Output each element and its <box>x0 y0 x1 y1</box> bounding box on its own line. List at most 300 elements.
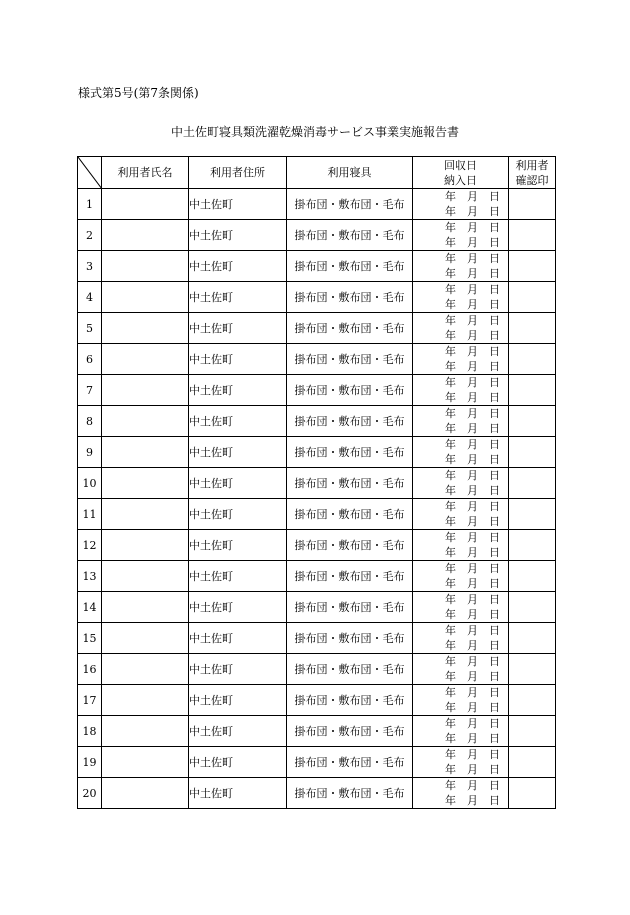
delivery-date-line <box>413 359 508 374</box>
dates-cell <box>413 530 509 561</box>
user-address-cell: 中土佐町 <box>189 592 287 623</box>
confirmation-seal-cell[interactable] <box>509 189 556 220</box>
user-name-cell[interactable] <box>102 468 189 499</box>
month-label: 月 <box>467 639 478 652</box>
day-label: 日 <box>489 732 500 745</box>
day-label: 日 <box>489 298 500 311</box>
user-address-cell: 中土佐町 <box>189 282 287 313</box>
year-label: 年 <box>445 267 456 280</box>
bedding-cell: 掛布団・敷布団・毛布 <box>287 499 413 530</box>
header-collection-date: 回収日 <box>444 158 477 172</box>
dates-cell <box>413 778 509 809</box>
month-label: 月 <box>467 376 478 389</box>
header-user-name: 利用者氏名 <box>102 157 189 189</box>
year-label: 年 <box>445 407 456 420</box>
day-label: 日 <box>489 438 500 451</box>
user-address-cell: 中土佐町 <box>189 747 287 778</box>
day-label: 日 <box>489 484 500 497</box>
header-confirm-line1: 利用者 <box>515 158 549 172</box>
year-label: 年 <box>445 329 456 342</box>
month-label: 月 <box>467 608 478 621</box>
year-label: 年 <box>445 484 456 497</box>
dates-cell <box>413 437 509 468</box>
dates-cell <box>413 654 509 685</box>
day-label: 日 <box>489 376 500 389</box>
confirmation-seal-cell[interactable] <box>509 468 556 499</box>
year-label: 年 <box>445 531 456 544</box>
day-label: 日 <box>489 391 500 404</box>
user-address-cell: 中土佐町 <box>189 561 287 592</box>
collection-date-line <box>413 747 508 762</box>
collection-date-line <box>413 778 508 793</box>
month-label: 月 <box>467 531 478 544</box>
month-label: 月 <box>467 236 478 249</box>
user-name-cell[interactable] <box>102 375 189 406</box>
table-row <box>78 778 556 809</box>
header-user-address: 利用者住所 <box>189 157 287 189</box>
table-row <box>78 530 556 561</box>
year-label: 年 <box>445 546 456 559</box>
bedding-cell: 掛布団・敷布団・毛布 <box>287 561 413 592</box>
table-row <box>78 437 556 468</box>
month-label: 月 <box>467 763 478 776</box>
dates-cell <box>413 716 509 747</box>
month-label: 月 <box>467 670 478 683</box>
month-label: 月 <box>467 422 478 435</box>
confirmation-seal-cell[interactable] <box>509 499 556 530</box>
bedding-cell: 掛布団・敷布団・毛布 <box>287 437 413 468</box>
confirmation-seal-cell[interactable] <box>509 716 556 747</box>
collection-date-line <box>413 499 508 514</box>
row-number: 12 <box>78 530 102 561</box>
year-label: 年 <box>445 763 456 776</box>
confirmation-seal-cell[interactable] <box>509 623 556 654</box>
year-label: 年 <box>445 670 456 683</box>
row-number: 9 <box>78 437 102 468</box>
collection-date-line <box>413 406 508 421</box>
confirmation-seal-cell[interactable] <box>509 375 556 406</box>
row-number: 8 <box>78 406 102 437</box>
day-label: 日 <box>489 221 500 234</box>
delivery-date-line <box>413 297 508 312</box>
bedding-cell: 掛布団・敷布団・毛布 <box>287 344 413 375</box>
day-label: 日 <box>489 655 500 668</box>
month-label: 月 <box>467 407 478 420</box>
delivery-date-line <box>413 452 508 467</box>
confirmation-seal-cell[interactable] <box>509 592 556 623</box>
collection-date-line <box>413 313 508 328</box>
user-name-cell[interactable] <box>102 778 189 809</box>
year-label: 年 <box>445 748 456 761</box>
dates-cell <box>413 251 509 282</box>
user-name-cell[interactable] <box>102 716 189 747</box>
year-label: 年 <box>445 717 456 730</box>
year-label: 年 <box>445 500 456 513</box>
confirmation-seal-cell[interactable] <box>509 685 556 716</box>
collection-date-line <box>413 251 508 266</box>
delivery-date-line <box>413 669 508 684</box>
user-name-cell[interactable] <box>102 499 189 530</box>
confirmation-seal-cell[interactable] <box>509 344 556 375</box>
month-label: 月 <box>467 546 478 559</box>
month-label: 月 <box>467 732 478 745</box>
user-address-cell: 中土佐町 <box>189 716 287 747</box>
table-row <box>78 406 556 437</box>
day-label: 日 <box>489 500 500 513</box>
delivery-date-line <box>413 266 508 281</box>
user-address-cell: 中土佐町 <box>189 313 287 344</box>
report-table <box>77 156 556 809</box>
day-label: 日 <box>489 252 500 265</box>
delivery-date-line <box>413 421 508 436</box>
day-label: 日 <box>489 236 500 249</box>
user-name-cell[interactable] <box>102 406 189 437</box>
month-label: 月 <box>467 221 478 234</box>
dates-cell <box>413 313 509 344</box>
bedding-cell: 掛布団・敷布団・毛布 <box>287 406 413 437</box>
user-address-cell: 中土佐町 <box>189 406 287 437</box>
table-row <box>78 654 556 685</box>
collection-date-line <box>413 716 508 731</box>
user-address-cell: 中土佐町 <box>189 375 287 406</box>
year-label: 年 <box>445 360 456 373</box>
year-label: 年 <box>445 422 456 435</box>
user-name-cell[interactable] <box>102 530 189 561</box>
row-number: 5 <box>78 313 102 344</box>
delivery-date-line <box>413 390 508 405</box>
year-label: 年 <box>445 608 456 621</box>
month-label: 月 <box>467 655 478 668</box>
table-row <box>78 716 556 747</box>
confirmation-seal-cell[interactable] <box>509 406 556 437</box>
year-label: 年 <box>445 794 456 807</box>
bedding-cell: 掛布団・敷布団・毛布 <box>287 468 413 499</box>
day-label: 日 <box>489 779 500 792</box>
user-name-cell[interactable] <box>102 189 189 220</box>
year-label: 年 <box>445 314 456 327</box>
confirmation-seal-cell[interactable] <box>509 282 556 313</box>
month-label: 月 <box>467 345 478 358</box>
day-label: 日 <box>489 562 500 575</box>
month-label: 月 <box>467 577 478 590</box>
month-label: 月 <box>467 515 478 528</box>
year-label: 年 <box>445 298 456 311</box>
table-row <box>78 623 556 654</box>
dates-cell <box>413 282 509 313</box>
row-number: 14 <box>78 592 102 623</box>
bedding-cell: 掛布団・敷布団・毛布 <box>287 592 413 623</box>
collection-date-line <box>413 220 508 235</box>
month-label: 月 <box>467 205 478 218</box>
row-number: 16 <box>78 654 102 685</box>
day-label: 日 <box>489 701 500 714</box>
collection-date-line <box>413 375 508 390</box>
row-number: 4 <box>78 282 102 313</box>
user-name-cell[interactable] <box>102 685 189 716</box>
collection-date-line <box>413 685 508 700</box>
day-label: 日 <box>489 314 500 327</box>
delivery-date-line <box>413 793 508 808</box>
confirmation-seal-cell[interactable] <box>509 778 556 809</box>
month-label: 月 <box>467 701 478 714</box>
year-label: 年 <box>445 236 456 249</box>
collection-date-line <box>413 561 508 576</box>
user-address-cell: 中土佐町 <box>189 251 287 282</box>
delivery-date-line <box>413 762 508 777</box>
dates-cell <box>413 189 509 220</box>
delivery-date-line <box>413 731 508 746</box>
year-label: 年 <box>445 391 456 404</box>
bedding-cell: 掛布団・敷布団・毛布 <box>287 251 413 282</box>
month-label: 月 <box>467 484 478 497</box>
confirmation-seal-cell[interactable] <box>509 747 556 778</box>
bedding-cell: 掛布団・敷布団・毛布 <box>287 375 413 406</box>
user-name-cell[interactable] <box>102 251 189 282</box>
table-row <box>78 499 556 530</box>
header-dates <box>413 157 509 189</box>
table-row <box>78 685 556 716</box>
dates-cell <box>413 561 509 592</box>
header-row <box>78 157 556 189</box>
user-address-cell: 中土佐町 <box>189 623 287 654</box>
dates-cell <box>413 592 509 623</box>
year-label: 年 <box>445 639 456 652</box>
user-name-cell[interactable] <box>102 282 189 313</box>
month-label: 月 <box>467 360 478 373</box>
day-label: 日 <box>489 205 500 218</box>
header-delivery-date: 納入日 <box>444 173 477 187</box>
user-name-cell[interactable] <box>102 592 189 623</box>
delivery-date-line <box>413 483 508 498</box>
delivery-date-line <box>413 235 508 250</box>
month-label: 月 <box>467 329 478 342</box>
form-number-label: 様式第5号(第7条関係) <box>78 86 199 100</box>
month-label: 月 <box>467 469 478 482</box>
year-label: 年 <box>445 469 456 482</box>
year-label: 年 <box>445 438 456 451</box>
month-label: 月 <box>467 717 478 730</box>
month-label: 月 <box>467 779 478 792</box>
day-label: 日 <box>489 593 500 606</box>
day-label: 日 <box>489 531 500 544</box>
row-number: 13 <box>78 561 102 592</box>
row-number: 3 <box>78 251 102 282</box>
month-label: 月 <box>467 794 478 807</box>
year-label: 年 <box>445 376 456 389</box>
confirmation-seal-cell[interactable] <box>509 313 556 344</box>
diagonal-line <box>78 157 102 189</box>
month-label: 月 <box>467 562 478 575</box>
delivery-date-line <box>413 576 508 591</box>
table-row <box>78 313 556 344</box>
bedding-cell: 掛布団・敷布団・毛布 <box>287 654 413 685</box>
year-label: 年 <box>445 562 456 575</box>
bedding-cell: 掛布団・敷布団・毛布 <box>287 530 413 561</box>
year-label: 年 <box>445 515 456 528</box>
dates-cell <box>413 344 509 375</box>
user-address-cell: 中土佐町 <box>189 778 287 809</box>
bedding-cell: 掛布団・敷布団・毛布 <box>287 282 413 313</box>
collection-date-line <box>413 189 508 204</box>
month-label: 月 <box>467 624 478 637</box>
user-name-cell[interactable] <box>102 623 189 654</box>
delivery-date-line <box>413 204 508 219</box>
diagonal-header-cell <box>78 157 102 189</box>
day-label: 日 <box>489 422 500 435</box>
collection-date-line <box>413 654 508 669</box>
year-label: 年 <box>445 732 456 745</box>
year-label: 年 <box>445 701 456 714</box>
user-name-cell[interactable] <box>102 654 189 685</box>
year-label: 年 <box>445 221 456 234</box>
row-number: 11 <box>78 499 102 530</box>
user-address-cell: 中土佐町 <box>189 654 287 685</box>
day-label: 日 <box>489 190 500 203</box>
dates-cell <box>413 406 509 437</box>
table-row <box>78 561 556 592</box>
month-label: 月 <box>467 267 478 280</box>
bedding-cell: 掛布団・敷布団・毛布 <box>287 778 413 809</box>
year-label: 年 <box>445 577 456 590</box>
day-label: 日 <box>489 283 500 296</box>
day-label: 日 <box>489 670 500 683</box>
header-bedding: 利用寝具 <box>287 157 413 189</box>
delivery-date-line <box>413 700 508 715</box>
day-label: 日 <box>489 267 500 280</box>
user-name-cell[interactable] <box>102 220 189 251</box>
user-name-cell[interactable] <box>102 437 189 468</box>
dates-cell <box>413 220 509 251</box>
dates-cell <box>413 685 509 716</box>
bedding-cell: 掛布団・敷布団・毛布 <box>287 623 413 654</box>
user-address-cell: 中土佐町 <box>189 499 287 530</box>
year-label: 年 <box>445 205 456 218</box>
dates-cell <box>413 375 509 406</box>
day-label: 日 <box>489 469 500 482</box>
month-label: 月 <box>467 686 478 699</box>
collection-date-line <box>413 468 508 483</box>
day-label: 日 <box>489 794 500 807</box>
delivery-date-line <box>413 514 508 529</box>
month-label: 月 <box>467 453 478 466</box>
user-name-cell[interactable] <box>102 747 189 778</box>
table-row <box>78 220 556 251</box>
row-number: 7 <box>78 375 102 406</box>
day-label: 日 <box>489 763 500 776</box>
day-label: 日 <box>489 329 500 342</box>
bedding-cell: 掛布団・敷布団・毛布 <box>287 313 413 344</box>
day-label: 日 <box>489 748 500 761</box>
table-row <box>78 344 556 375</box>
day-label: 日 <box>489 717 500 730</box>
bedding-cell: 掛布団・敷布団・毛布 <box>287 747 413 778</box>
user-address-cell: 中土佐町 <box>189 468 287 499</box>
row-number: 1 <box>78 189 102 220</box>
month-label: 月 <box>467 314 478 327</box>
table-row <box>78 189 556 220</box>
delivery-date-line <box>413 545 508 560</box>
day-label: 日 <box>489 515 500 528</box>
year-label: 年 <box>445 453 456 466</box>
user-name-cell[interactable] <box>102 344 189 375</box>
day-label: 日 <box>489 345 500 358</box>
bedding-cell: 掛布団・敷布団・毛布 <box>287 685 413 716</box>
dates-cell <box>413 747 509 778</box>
confirmation-seal-cell[interactable] <box>509 437 556 468</box>
row-number: 6 <box>78 344 102 375</box>
bedding-cell: 掛布団・敷布団・毛布 <box>287 220 413 251</box>
dates-cell <box>413 499 509 530</box>
delivery-date-line <box>413 607 508 622</box>
header-confirmation <box>509 157 556 189</box>
month-label: 月 <box>467 252 478 265</box>
year-label: 年 <box>445 252 456 265</box>
bedding-cell: 掛布団・敷布団・毛布 <box>287 189 413 220</box>
confirmation-seal-cell[interactable] <box>509 654 556 685</box>
user-address-cell: 中土佐町 <box>189 437 287 468</box>
confirmation-seal-cell[interactable] <box>509 220 556 251</box>
month-label: 月 <box>467 500 478 513</box>
collection-date-line <box>413 344 508 359</box>
table-row <box>78 468 556 499</box>
month-label: 月 <box>467 748 478 761</box>
year-label: 年 <box>445 624 456 637</box>
collection-date-line <box>413 592 508 607</box>
delivery-date-line <box>413 638 508 653</box>
month-label: 月 <box>467 391 478 404</box>
user-address-cell: 中土佐町 <box>189 220 287 251</box>
year-label: 年 <box>445 345 456 358</box>
user-name-cell[interactable] <box>102 313 189 344</box>
row-number: 19 <box>78 747 102 778</box>
month-label: 月 <box>467 593 478 606</box>
day-label: 日 <box>489 546 500 559</box>
year-label: 年 <box>445 779 456 792</box>
confirmation-seal-cell[interactable] <box>509 251 556 282</box>
confirmation-seal-cell[interactable] <box>509 561 556 592</box>
table-row <box>78 282 556 313</box>
dates-cell <box>413 623 509 654</box>
confirmation-seal-cell[interactable] <box>509 530 556 561</box>
year-label: 年 <box>445 686 456 699</box>
table-row <box>78 747 556 778</box>
month-label: 月 <box>467 283 478 296</box>
page-title: 中土佐町寝具類洗濯乾燥消毒サービス事業実施報告書 <box>170 125 459 139</box>
row-number: 10 <box>78 468 102 499</box>
user-address-cell: 中土佐町 <box>189 189 287 220</box>
row-number: 17 <box>78 685 102 716</box>
delivery-date-line <box>413 328 508 343</box>
month-label: 月 <box>467 298 478 311</box>
row-number: 15 <box>78 623 102 654</box>
year-label: 年 <box>445 655 456 668</box>
month-label: 月 <box>467 190 478 203</box>
user-address-cell: 中土佐町 <box>189 530 287 561</box>
dates-cell <box>413 468 509 499</box>
bedding-cell: 掛布団・敷布団・毛布 <box>287 716 413 747</box>
day-label: 日 <box>489 453 500 466</box>
day-label: 日 <box>489 624 500 637</box>
day-label: 日 <box>489 360 500 373</box>
table-row <box>78 251 556 282</box>
user-name-cell[interactable] <box>102 561 189 592</box>
collection-date-line <box>413 437 508 452</box>
day-label: 日 <box>489 639 500 652</box>
month-label: 月 <box>467 438 478 451</box>
year-label: 年 <box>445 283 456 296</box>
user-address-cell: 中土佐町 <box>189 344 287 375</box>
table-row <box>78 375 556 406</box>
